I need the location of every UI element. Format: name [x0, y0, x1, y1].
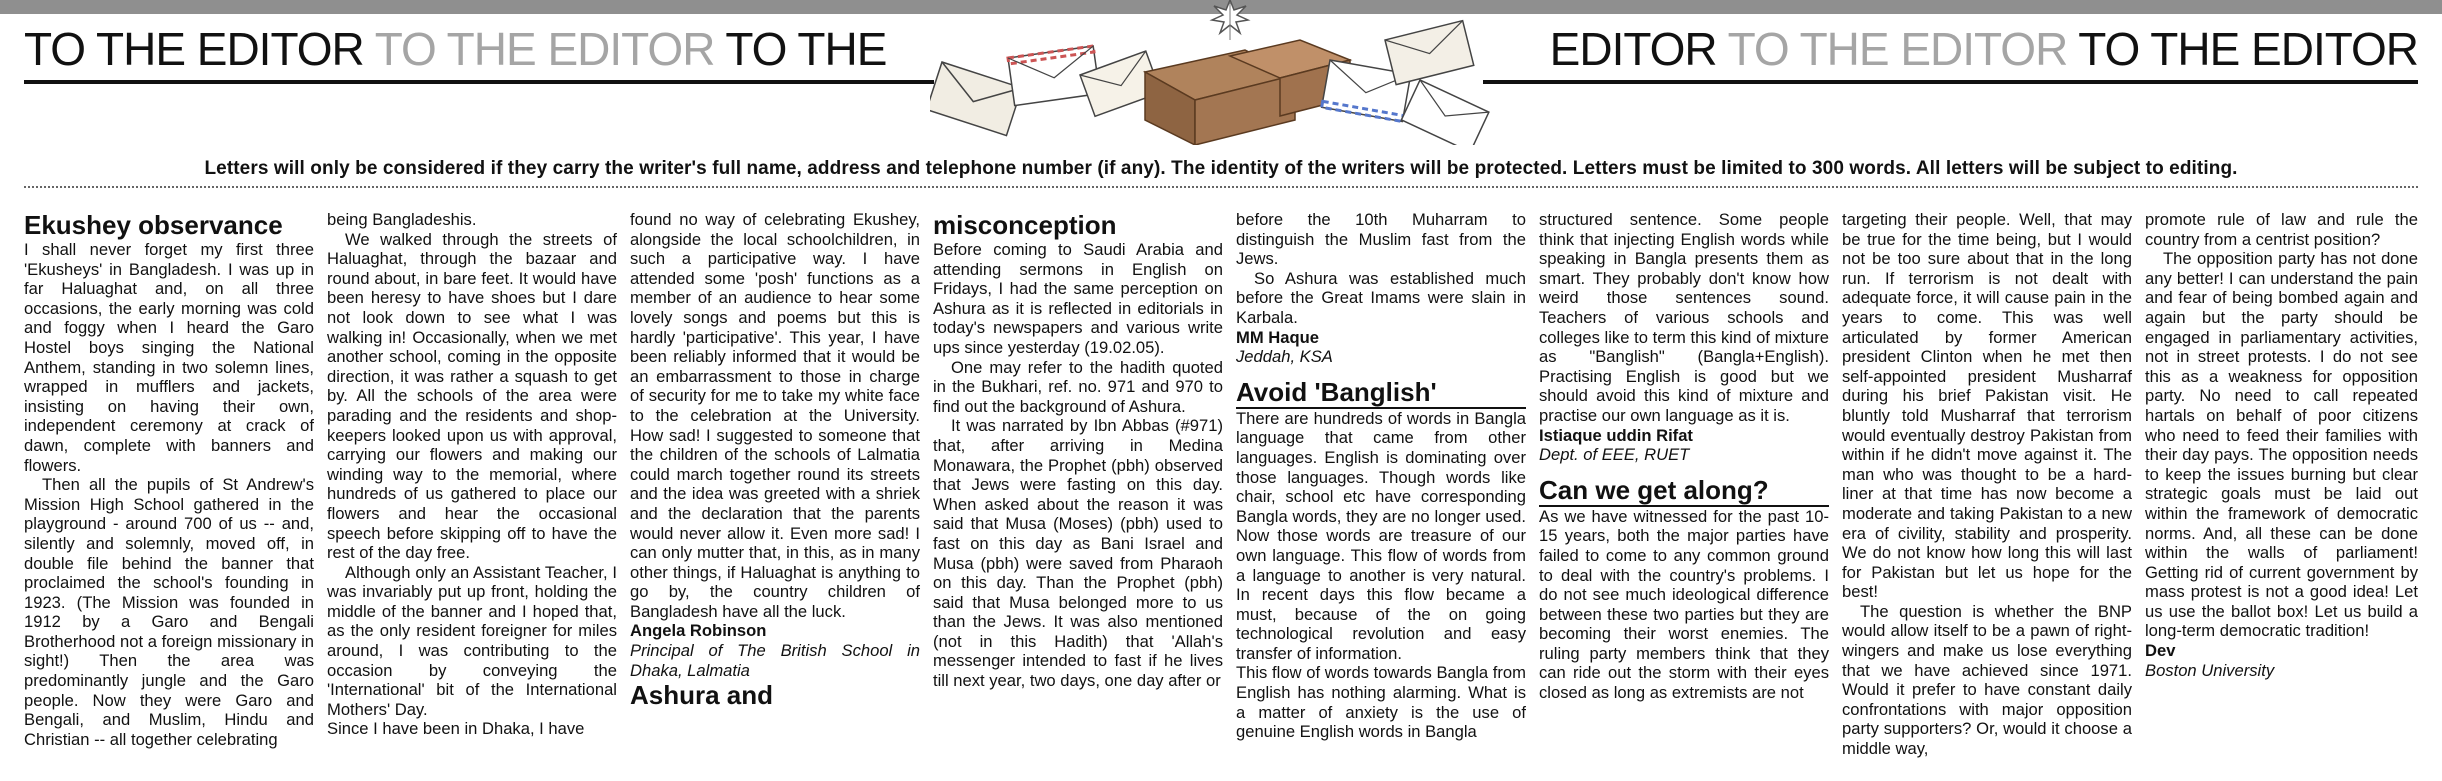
letter-paragraph: This flow of words towards Bangla from English has nothing alarming. What is a matter of anxiety is the use of genuine English words in Bangla — [1236, 663, 1526, 742]
letter-paragraph: found no way of celebrating Ekushey, alongside the local schoolchildren, in such a participative way. I have attended some 'posh' functions as a member of an audience to hear some lovely songs and poems but this is hardly 'participative'. This year, I have been reliably informed that it would be an embarrassment to those in charge of security for me to take my white face to the celebration at the University. How sad! I suggested to someone that the children of the schools of Lalmatia could march together round its streets and the idea was greeted with a shriek and the declaration that the parents would never allow it. Even more sad! I can only mutter that, in this, as in many other things, if Haluaghat is anything to go by, the country children of Bangladesh have all the luck. — [630, 210, 920, 621]
letter-paragraph: We walked through the streets of Haluaghat, through the bazaar and round about, in bare feet. It would have been heresy to have shoes but I dare not look down to see what I was walking in! Occasionally, when we met another school, coming in the opposite direction, it was rather a squash to get by. All the schools of the area were parading and the residents and shop-keepers looked upon us with approval, carrying our flowers and making our winding way to the memorial, where hundreds of us gathered to place our flowers and hear the occasional speech before skipping off to have the rest of the day free. — [327, 229, 617, 563]
header-right — [1483, 18, 2418, 86]
letter-paragraph: It was narrated by Ibn Abbas (#971) that, after arriving in Medina Monawara, the Prophet (pbh) observed that Jews were fasting on this day. When asked about the reason it was said that Musa (Moses) (pbh) used to fast on this day as Bani Israel and Musa (pbh) were saved from Pharaoh on this day. Than the Prophet (pbh) said that Musa belonged more to us than the Jews. It was also mentioned (not in this Hadith) that 'Allah's messenger intended to fast if he lives till next year, two days, one day after or — [933, 416, 1223, 691]
letter-paragraph: Before coming to Saudi Arabia and attending sermons in English on Fridays, I had the same perception on Ashura as it is reflected in editorials in today's newspapers and various write ups since yesterday (19.02.05). — [933, 240, 1223, 357]
header-left-3: TO THE — [725, 23, 887, 75]
header-left-2: TO THE EDITOR — [374, 23, 715, 75]
spacer — [1236, 367, 1526, 377]
letter-paragraph: Although only an Assistant Teacher, I was invariably put up front, holding the middle of the banner and I hoped that, as the only resident foreigner for miles around, I was contributing to the occasion by conveying the 'International' bit of the International Mothers' Day. — [327, 562, 617, 719]
letter-affiliation: Boston University — [2145, 660, 2275, 680]
dotted-divider — [24, 186, 2418, 188]
envelope-icon — [1385, 21, 1474, 85]
column-1 — [24, 210, 314, 749]
letter-affiliation: Principal of The British School in Dhaka, Lalmatia — [630, 641, 920, 680]
letter-paragraph: promote rule of law and rule the country from a centrist position? — [2145, 210, 2418, 249]
letter-paragraph: Then all the pupils of St Andrew's Mission High School gathered in the playground - around 700 of us -- and, silently and solemnly, moved off, in double file behind the banner that proclaimed the school's founding in 1923. (The Mission was founded in 1912 by a Garo and Bengali Brotherhood not a foreign missionary in sight!) Then the area was predominantly jungle and the Garo people. Now they were Garo and Bengali, and Muslim, Hindu and Christian -- all together celebrating — [24, 475, 314, 749]
letter-affiliation: Dept. of EEE, RUET — [1539, 445, 1690, 465]
submission-notice: Letters will only be considered if they carry the writer's full name, address and telephone number (if any). The identity of the writers will be protected. Letters must be limited to 300 words. All letters will be subject to editing. — [204, 158, 2238, 179]
column-6 — [1539, 210, 1829, 703]
column-7 — [1842, 210, 2132, 759]
envelope-icon — [1401, 80, 1488, 145]
header-left — [24, 18, 934, 86]
letter-paragraph: being Bangladeshis. — [327, 210, 477, 229]
column-8 — [2145, 210, 2418, 680]
letter-headline: misconception — [933, 210, 1117, 240]
envelopes-illustration — [930, 0, 1530, 145]
starburst-icon — [1212, 0, 1248, 40]
header-right-3: TO THE EDITOR — [2078, 23, 2418, 75]
letter-paragraph: So Ashura was established much before the Great Imams were slain in Karbala. — [1236, 268, 1526, 327]
letter-signature: Dev — [2145, 641, 2176, 661]
column-3 — [630, 210, 920, 710]
header-left-1: TO THE EDITOR — [24, 23, 364, 75]
letter-paragraph: I shall never forget my first three 'Ekusheys' in Bangladesh. I was up in far Haluaghat and, on all three occasions, the early morning was cold and foggy when I heard the Garo Hostel boys singing the National Anthem, standing in two solemn lines, wrapped in mufflers and jackets, insisting on having their own, independent ceremony at crack of dawn, complete with banners and flowers. — [24, 240, 314, 475]
letter-paragraph: targeting their people. Well, that may be true for the time being, but I would not be too sure about that in the long run. If terrorism is not dealt with adequate force, it will cause pain in the years to come. This was well articulated by former American president Clinton when he met then self-appointed president Musharraf during his brief Pakistan visit. He bluntly told Musharraf that terrorism would eventually destroy Pakistan from within if he didn't move against it. The man who was thought to be a hard-liner at that time has now become a moderate and taking Pakistan to a new era of civility, stability and prosperity. We do not know how long this will last for Pakistan but let us hope for the best! — [1842, 210, 2132, 602]
envelope-icon — [930, 62, 1022, 136]
letter-paragraph: One may refer to the hadith quoted in the Bukhari, ref. no. 971 and 970 to find out the background of Ashura. — [933, 357, 1223, 416]
letter-paragraph: before the 10th Muharram to distinguish the Muslim fast from the Jews. — [1236, 210, 1526, 269]
column-2 — [327, 210, 617, 739]
letter-headline: Can we get along? — [1539, 475, 1829, 507]
letter-paragraph: As we have witnessed for the past 10-15 years, both the major parties have failed to come to any common ground to deal with the country's problems. I do not see much ideological difference between these two parties but they are becoming their worst enemies. The ruling party members think that they can ride out the storm with their eyes closed as long as extremists are not — [1539, 506, 1829, 703]
letter-paragraph: Since I have been in Dhaka, I have — [327, 719, 585, 739]
column-4 — [933, 210, 1223, 691]
letter-headline: Ekushey observance — [24, 210, 283, 240]
letter-paragraph: structured sentence. Some people think that injecting English words while speaking in Bangla presents them as smart. They probably don't know how weird those sentences sound. Teachers of various schools and colleges like to term this kind of mixture as "Banglish" (Bangla+English). Practising English is good but we should avoid this kind of mixture and practise our own language as it is. — [1539, 210, 1829, 425]
letter-affiliation: Jeddah, KSA — [1236, 347, 1333, 367]
letter-signature: Istiaque uddin Rifat — [1539, 425, 1693, 445]
letter-paragraph: There are hundreds of words in Bangla language that came from other languages. English is dominating over those languages. Though words like chair, school etc have corresponding Bangla words, they are no longer used. Now those words are treasure of our own language. This flow of words from a language to another is very natural. In recent days this flow became a must, because of the on going technological revolution and easy transfer of information. — [1236, 408, 1526, 663]
spacer — [1539, 465, 1829, 475]
header-right-2: TO THE EDITOR — [1727, 23, 2068, 75]
header-right-1: EDITOR — [1549, 23, 1717, 75]
column-5 — [1236, 210, 1526, 742]
letter-headline: Avoid 'Banglish' — [1236, 377, 1526, 409]
letter-signature: MM Haque — [1236, 327, 1319, 347]
letter-headline: Ashura and — [630, 680, 774, 711]
letter-paragraph: The opposition party has not done any better! I can understand the pain and fear of being bombed again and again but the party should be engaged in parliamentary activities, not in street protests. I do not see this as a weakness for opposition party. No need to call repeated hartals on behalf of poor citizens who need to feed their families with their day pays. The opposition needs to keep the issues burning but clear strategic goals must be laid out within the framework of democratic norms. And, all these can be done within the walls of parliament! Getting rid of current government by mass protest is not a good idea! Let us use the ballot box! Let us build a long-term democratic tradition! — [2145, 249, 2418, 641]
letter-paragraph: The question is whether the BNP would allow itself to be a pawn of right-wingers and make us lose everything that we have achieved since 1971. Would it prefer to have constant daily confrontations with major opposition party supporters? Or, would it choose a middle way, — [1842, 601, 2132, 759]
letter-signature: Angela Robinson — [630, 621, 767, 641]
